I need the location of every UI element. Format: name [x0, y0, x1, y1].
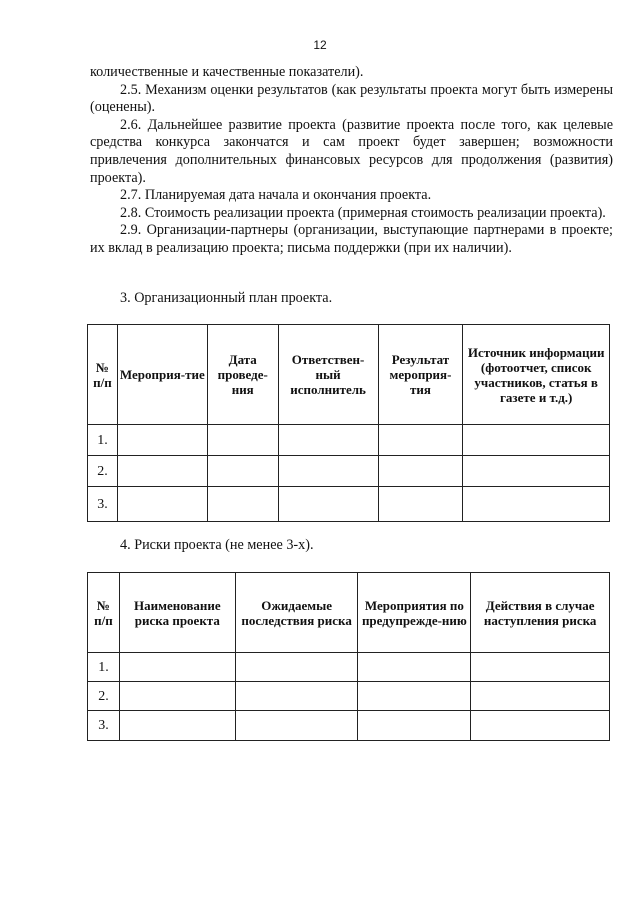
organizational-plan-table: [87, 324, 610, 522]
table-cell: [207, 425, 278, 456]
section-3-title: 3. Организационный план проекта.: [120, 290, 333, 306]
row-number: 1.: [88, 425, 118, 456]
table-cell: [378, 425, 463, 456]
paragraph: 2.5. Механизм оценки результатов (как результаты проекта могут быть измерены (оценены).: [90, 81, 613, 116]
paragraph: количественные и качественные показатели).: [90, 64, 364, 80]
table-cell: [378, 456, 463, 487]
table-cell: [278, 425, 378, 456]
table-cell: [117, 425, 207, 456]
table-cell: [471, 653, 610, 682]
table-cell: [471, 711, 610, 741]
table-row: [88, 425, 610, 456]
row-number: 1.: [88, 653, 120, 682]
column-header: № п/п: [88, 325, 118, 425]
table-cell: [378, 487, 463, 522]
column-header: Результат мероприя-тия: [378, 325, 463, 425]
column-header: Мероприятия по предупрежде-нию: [358, 573, 471, 653]
table-cell: [117, 487, 207, 522]
table-cell: [358, 711, 471, 741]
table-cell: [117, 456, 207, 487]
table-cell: [463, 487, 610, 522]
row-number: 2.: [88, 682, 120, 711]
column-header: Источник информации (фотоотчет, список участников, статья в газете и т.д.): [463, 325, 610, 425]
column-header: Дата проведе-ния: [207, 325, 278, 425]
table-cell: [207, 487, 278, 522]
table-cell: [471, 682, 610, 711]
paragraph: 2.6. Дальнейшее развитие проекта (развитие проекта после того, как целевые средства конкурса закончатся и сам проект будет завершен; возможности привлечения дополнительных финансовых ресурсов для продолжения (развития) проекта).: [90, 116, 613, 186]
row-number: 3.: [88, 711, 120, 741]
table-cell: [463, 456, 610, 487]
page-number: 12: [313, 38, 327, 52]
table-cell: [119, 711, 235, 741]
paragraph: 2.7. Планируемая дата начала и окончания проекта.: [120, 187, 432, 204]
table-row: [88, 653, 610, 682]
column-header: № п/п: [88, 573, 120, 653]
table-cell: [358, 682, 471, 711]
table-cell: [119, 682, 235, 711]
table-cell: [463, 425, 610, 456]
row-number: 3.: [88, 487, 118, 522]
table-cell: [207, 456, 278, 487]
table-cell: [235, 682, 358, 711]
table-row: [88, 711, 610, 741]
table-row: [88, 456, 610, 487]
table-header-row: [88, 325, 610, 425]
table-cell: [119, 653, 235, 682]
column-header: Наименование риска проекта: [119, 573, 235, 653]
project-risks-table: [87, 572, 610, 741]
table-cell: [235, 711, 358, 741]
section-4-title: 4. Риски проекта (не менее 3-х).: [120, 537, 314, 553]
table-cell: [278, 456, 378, 487]
column-header: Мероприя-тие: [117, 325, 207, 425]
column-header: Действия в случае наступления риска: [471, 573, 610, 653]
table-cell: [358, 653, 471, 682]
column-header: Ответствен-ный исполнитель: [278, 325, 378, 425]
paragraph: 2.9. Организации-партнеры (организации, выступающие партнерами в проекте; их вклад в реализацию проекта; письма поддержки (при их наличии).: [90, 222, 613, 256]
table-header-row: [88, 573, 610, 653]
row-number: 2.: [88, 456, 118, 487]
table-row: [88, 487, 610, 522]
table-cell: [278, 487, 378, 522]
table-row: [88, 682, 610, 711]
table-cell: [235, 653, 358, 682]
paragraph: 2.8. Стоимость реализации проекта (примерная стоимость реализации проекта).: [120, 204, 606, 221]
body-text: [90, 64, 613, 258]
column-header: Ожидаемые последствия риска: [235, 573, 358, 653]
